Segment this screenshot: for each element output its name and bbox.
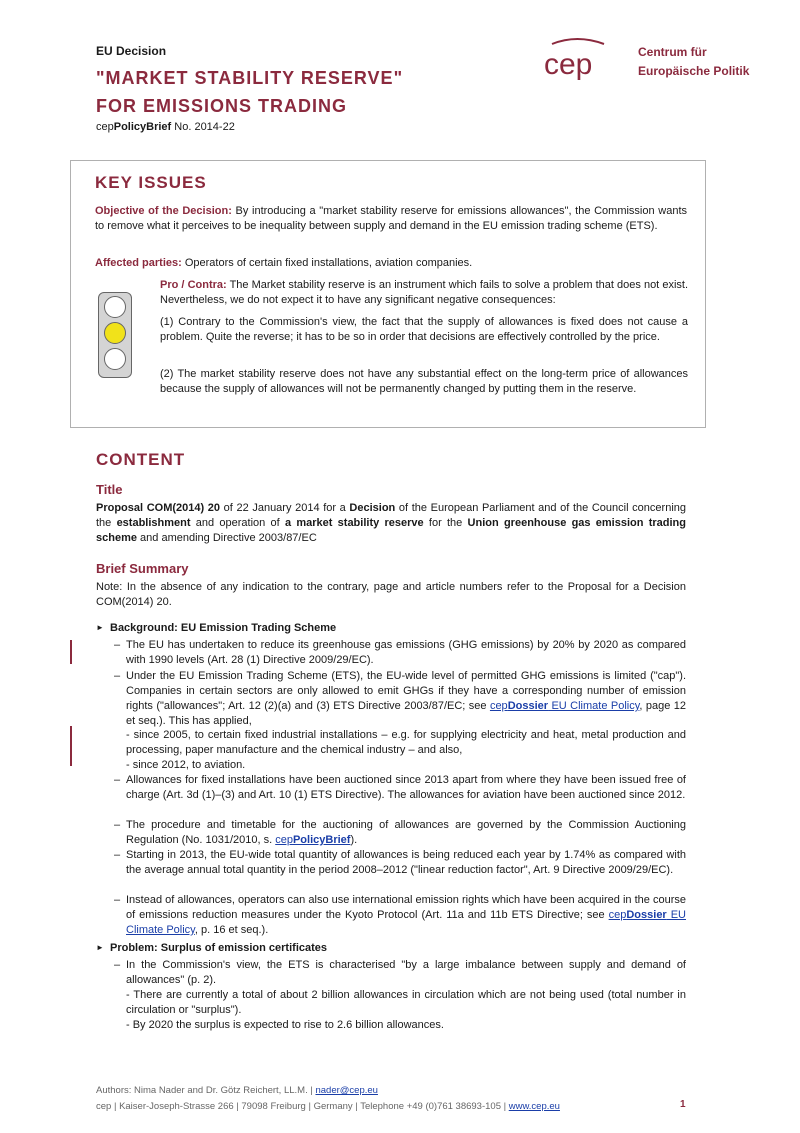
triangle-bullet-icon: ► <box>96 623 104 632</box>
logo-mark: cep <box>544 48 593 81</box>
cep-policybrief-link[interactable]: cepPolicyBrief <box>275 834 351 846</box>
traffic-light-icon <box>98 292 132 378</box>
bullet-background <box>96 622 336 634</box>
list-item: – Starting in 2013, the EU-wide total quantity of allowances is being reduced each year by 1.74% as compared with the average annual total quantity in the period 2008–2012 ("linear reduction factor", Art. 9 Directive 2009/29/EC). <box>114 849 686 876</box>
title-line-1: "MARKET STABILITY RESERVE" <box>96 68 404 88</box>
title-line-2: FOR EMISSIONS TRADING <box>96 96 348 116</box>
red-lamp <box>104 296 126 318</box>
brief-bold: PolicyBrief <box>113 121 172 133</box>
list-item: – In the Commission's view, the ETS is characterised "by a large imbalance between supply and demand of allowances" (p. 2). <box>114 959 686 986</box>
list-item-text: Under the EU Emission Trading Scheme (ETS), the EU-wide level of permitted GHG emissions is limited ("cap"). Companies in certain sectors are only allowed to emit GHGs if they have a corresponding number of emission rights ("allowances"; Art. 12 (2)(a) and (3) ETS Directive 2003/87/EC; see cepDossier EU Climate Policy, page 12 et seq.). This has applied, <box>126 670 687 727</box>
list-item: – The EU has undertaken to reduce its greenhouse gas emissions (GHG emissions) by 20% by 2020 as compared with 1990 levels (Art. 28 (1) Directive 2009/29/EC). <box>114 639 686 666</box>
triangle-bullet-icon: ► <box>96 943 104 952</box>
list-item: – The procedure and timetable for the auctioning of allowances are governed by the Commission Auctioning Regulation (No. 1031/2010, s. cepPolicyBrief). <box>114 819 686 846</box>
logo-text <box>638 43 749 81</box>
list-item-text: Starting in 2013, the EU-wide total quantity of allowances is being reduced each year by 1.74% as compared with the average annual total quantity in the period 2008–2012 ("linear reduction factor", Art. 9 Directive 2009/29/EC). <box>126 849 686 876</box>
affected-label: Affected parties: <box>95 257 182 269</box>
pro-contra-paragraph <box>160 278 688 308</box>
list-item-text: The EU has undertaken to reduce its greenhouse gas emissions (GHG emissions) by 20% by 2020 as compared with 1990 levels (Art. 28 (1) Directive 2009/29/EC). <box>126 639 686 666</box>
objective-text: By introducing a "market stability reserve for emissions allowances", the Commission wants to remove what it perceives to be inequality between supply and demand in the EU emission trading scheme (ETS). <box>95 205 687 232</box>
sub-item: - By 2020 the surplus is expected to rise to 2.6 billion allowances. <box>126 1019 444 1031</box>
sub-item: - since 2005, to certain fixed industrial installations – e.g. for supplying electricity and heat, metal production and processing, paper manufacture and the chemical industry – and also, <box>126 729 686 756</box>
footer <box>96 1083 560 1115</box>
bullet-problem-text: Problem: Surplus of emission certificates <box>110 942 328 954</box>
point-1: (1) Contrary to the Commission's view, the fact that the supply of allowances is fixed does not cause a problem. Quite the reverse; it has to be so in order that decisions are effectively controlled by the price. <box>160 316 688 343</box>
key-issues-title: KEY ISSUES <box>95 173 207 192</box>
bullet-problem <box>96 942 327 954</box>
brief-prefix: cep <box>96 121 114 133</box>
cep-dossier-link[interactable]: cepDossier EU Climate Policy <box>489 700 640 712</box>
email-link[interactable]: nader@cep.eu <box>315 1085 378 1096</box>
brief-summary-subheading: Brief Summary <box>96 561 189 576</box>
list-item: – Allowances for fixed installations have been auctioned since 2013 apart from where they have been issued free of charge (Art. 3d (1)–(3) and Art. 10 (1) ETS Directive). The allowances for aviation have been auctioned since 2012. <box>114 774 686 801</box>
proposal-paragraph: Proposal COM(2014) 20 of 22 January 2014 for a Decision of the European Parliament and of the Council concerning the establishment and operation of a market stability reserve for the Union greenhouse gas emission trading scheme and amending Directive 2003/87/EC <box>96 502 686 544</box>
sub-item: - since 2012, to aviation. <box>126 759 246 771</box>
page-number: 1 <box>680 1099 686 1110</box>
cep-dossier-link[interactable]: cepDossier EU Climate Policy <box>126 909 686 936</box>
brief-no: No. 2014-22 <box>171 121 235 133</box>
footer-address: cep | Kaiser-Joseph-Strasse 266 | 79098 Freiburg | Germany | Telephone +49 (0)761 38693-105 | www.cep.eu <box>96 1101 560 1112</box>
content-heading: CONTENT <box>96 450 186 469</box>
list-item: – Under the EU Emission Trading Scheme (ETS), the EU-wide level of permitted GHG emissions is limited ("cap"). Companies in certain sectors are only allowed to emit GHGs if they have a corresponding number of emission rights ("allowances"; Art. 12 (2)(a) and (3) ETS Directive 2003/87/EC; see cepDossier EU Climate Policy, page 12 et seq.). This has applied, <box>114 670 687 727</box>
footer-authors: Authors: Nima Nader and Dr. Götz Reichert, LL.M. | nader@cep.eu <box>96 1085 378 1096</box>
list-item-text: Allowances for fixed installations have been auctioned since 2013 apart from where they have been issued free of charge (Art. 3d (1)–(3) and Art. 10 (1) ETS Directive). The allowances for aviation have been auctioned since 2012. <box>126 774 686 801</box>
change-bar <box>70 640 72 664</box>
title-subheading: Title <box>96 482 123 497</box>
change-bar <box>70 726 72 766</box>
logo-line-1: Centrum für <box>638 45 707 59</box>
list-item-text: In the Commission's view, the ETS is characterised "by a large imbalance between supply and demand of allowances" (p. 2). <box>126 959 686 986</box>
objective-paragraph <box>95 204 687 234</box>
brief-number <box>96 121 235 133</box>
key-issues-box <box>70 160 706 428</box>
pro-contra-label: Pro / Contra: <box>160 279 227 291</box>
objective-label: Objective of the Decision: <box>95 205 232 217</box>
note-paragraph: Note: In the absence of any indication to the contrary, page and article numbers refer to the Proposal for a Decision COM(2014) 20. <box>96 581 686 608</box>
list-item: – Instead of allowances, operators can also use international emission rights which have been acquired in the course of emissions reduction measures under the Kyoto Protocol (Art. 11a and 11b ETS Directive; see cepDossier EU Climate Policy, p. 16 et seq.). <box>114 894 686 936</box>
document-type-label: EU Decision <box>96 44 167 58</box>
logo-line-2: Europäische Politik <box>638 64 750 78</box>
point-2: (2) The market stability reserve does not have any substantial effect on the long-term price of allowances because the supply of allowances will not be permanently changed by putting them in the reserve. <box>160 368 688 395</box>
list-item-text: The procedure and timetable for the auctioning of allowances are governed by the Commission Auctioning Regulation (No. 1031/2010, s. cepPolicyBrief). <box>126 819 686 846</box>
website-link[interactable]: www.cep.eu <box>508 1101 560 1112</box>
list-item-text: Instead of allowances, operators can also use international emission rights which have been acquired in the course of emissions reduction measures under the Kyoto Protocol (Art. 11a and 11b ETS Directive; see cepDossier EU Climate Policy, p. 16 et seq.). <box>126 894 686 936</box>
affected-text: Operators of certain fixed installations, aviation companies. <box>181 257 473 269</box>
green-lamp <box>104 348 126 370</box>
affected-paragraph <box>95 256 687 271</box>
document-title <box>96 64 403 120</box>
pro-contra-text: The Market stability reserve is an instrument which fails to solve a problem that does not exist. Nevertheless, we do not expect it to have any significant negative consequences: <box>160 279 688 306</box>
bullet-background-text: Background: EU Emission Trading Scheme <box>110 622 337 634</box>
amber-lamp <box>104 322 126 344</box>
sub-item: - There are currently a total of about 2 billion allowances in circulation which are not being used (total number in circulation or "surplus"). <box>126 989 686 1016</box>
